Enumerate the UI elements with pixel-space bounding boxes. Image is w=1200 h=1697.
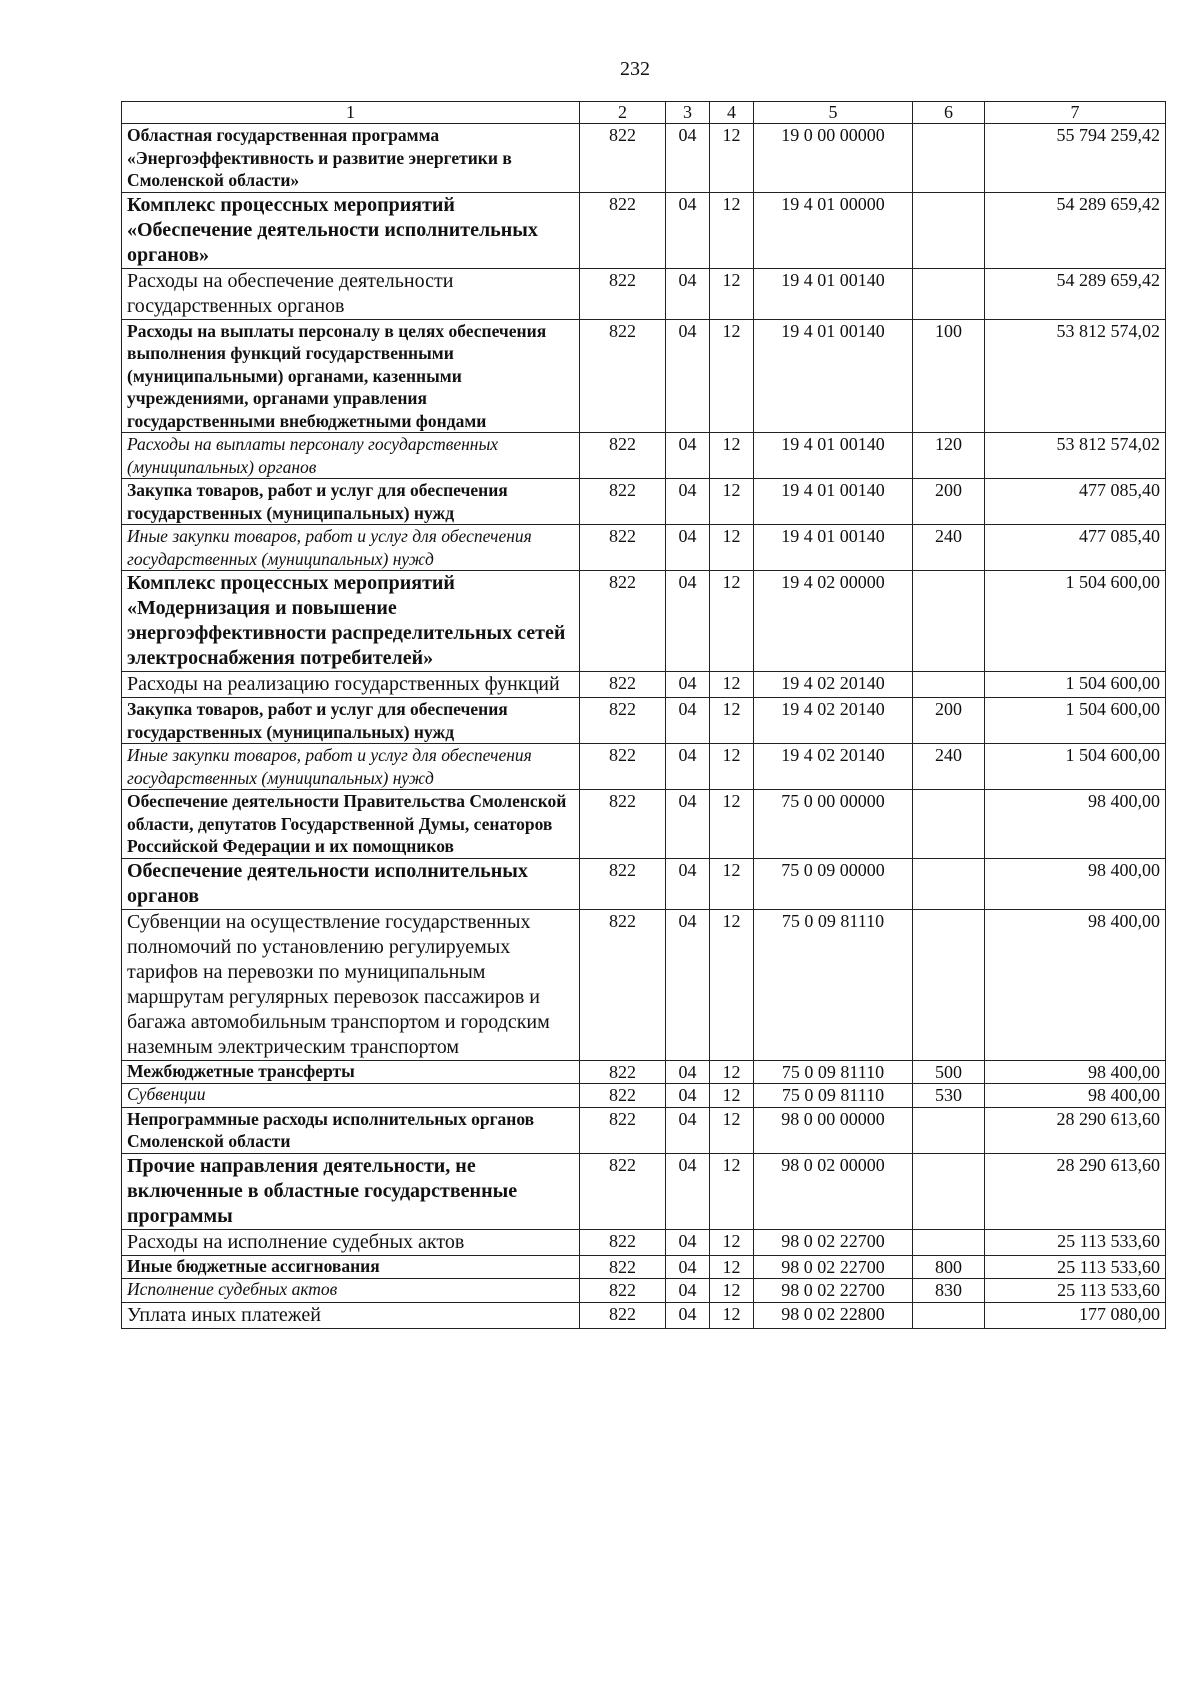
subsection-code-cell: 12 xyxy=(710,1084,754,1108)
section-code-cell: 04 xyxy=(666,698,710,744)
target-article-cell: 98 0 02 22800 xyxy=(754,1302,913,1328)
header-cell: 3 xyxy=(666,102,710,124)
target-article-cell: 98 0 02 22700 xyxy=(754,1229,913,1255)
section-code-cell: 04 xyxy=(666,525,710,571)
admin-code-cell: 822 xyxy=(580,571,666,672)
subsection-code-cell: 12 xyxy=(710,1060,754,1084)
admin-code-cell: 822 xyxy=(580,672,666,698)
subsection-code-cell: 12 xyxy=(710,1107,754,1153)
table-row xyxy=(122,1107,1166,1153)
subsection-code-cell: 12 xyxy=(710,433,754,479)
expense-type-cell xyxy=(913,1302,985,1328)
admin-code-cell: 822 xyxy=(580,1279,666,1303)
expense-type-cell xyxy=(913,790,985,859)
subsection-code-cell: 12 xyxy=(710,1255,754,1279)
admin-code-cell: 822 xyxy=(580,319,666,433)
header-cell: 2 xyxy=(580,102,666,124)
expense-type-cell xyxy=(913,672,985,698)
target-article-cell: 19 4 01 00140 xyxy=(754,525,913,571)
admin-code-cell: 822 xyxy=(580,1255,666,1279)
section-code-cell: 04 xyxy=(666,124,710,193)
row-name-cell: Комплекс процессных мероприятий «Обеспечение деятельности исполнительных органов» xyxy=(122,192,580,268)
target-article-cell: 19 4 01 00140 xyxy=(754,479,913,525)
row-name-cell: Расходы на обеспечение деятельности государственных органов xyxy=(122,268,580,319)
subsection-code-cell: 12 xyxy=(710,479,754,525)
target-article-cell: 75 0 00 00000 xyxy=(754,790,913,859)
table-header-row xyxy=(122,102,1166,124)
row-name-cell: Расходы на реализацию государственных функций xyxy=(122,672,580,698)
target-article-cell: 19 4 02 00000 xyxy=(754,571,913,672)
subsection-code-cell: 12 xyxy=(710,909,754,1060)
header-cell: 1 xyxy=(122,102,580,124)
section-code-cell: 04 xyxy=(666,1084,710,1108)
amount-cell: 28 290 613,60 xyxy=(985,1107,1166,1153)
subsection-code-cell: 12 xyxy=(710,672,754,698)
amount-cell: 25 113 533,60 xyxy=(985,1255,1166,1279)
admin-code-cell: 822 xyxy=(580,909,666,1060)
row-name-cell: Областная государственная программа «Энергоэффективность и развитие энергетики в Смоленской области» xyxy=(122,124,580,193)
amount-cell: 1 504 600,00 xyxy=(985,571,1166,672)
table-row xyxy=(122,909,1166,1060)
target-article-cell: 98 0 02 00000 xyxy=(754,1153,913,1229)
page-number: 232 xyxy=(620,58,650,80)
row-name-cell: Иные бюджетные ассигнования xyxy=(122,1255,580,1279)
subsection-code-cell: 12 xyxy=(710,124,754,193)
table-row xyxy=(122,1255,1166,1279)
expense-type-cell: 240 xyxy=(913,744,985,790)
row-name-cell: Закупка товаров, работ и услуг для обеспечения государственных (муниципальных) нужд xyxy=(122,698,580,744)
table-row xyxy=(122,479,1166,525)
row-name-cell: Межбюджетные трансферты xyxy=(122,1060,580,1084)
subsection-code-cell: 12 xyxy=(710,1279,754,1303)
target-article-cell: 19 4 01 00000 xyxy=(754,192,913,268)
amount-cell: 54 289 659,42 xyxy=(985,268,1166,319)
row-name-cell: Расходы на выплаты персоналу в целях обеспечения выполнения функций государственными (муниципальными) органами, казенными учреждениями, органами управления государственными внебюджетными фондами xyxy=(122,319,580,433)
table-row xyxy=(122,698,1166,744)
row-name-cell: Расходы на исполнение судебных актов xyxy=(122,1229,580,1255)
expense-type-cell xyxy=(913,124,985,193)
expense-type-cell xyxy=(913,1153,985,1229)
admin-code-cell: 822 xyxy=(580,479,666,525)
table-row xyxy=(122,319,1166,433)
row-name-cell: Субвенции на осуществление государственных полномочий по установлению регулируемых тарифов на перевозки по муниципальным маршрутам регулярных перевозок пассажиров и багажа автомобильным транспортом и городским наземным электрическим транспортом xyxy=(122,909,580,1060)
amount-cell: 53 812 574,02 xyxy=(985,433,1166,479)
expense-type-cell: 240 xyxy=(913,525,985,571)
expense-type-cell: 200 xyxy=(913,479,985,525)
target-article-cell: 75 0 09 81110 xyxy=(754,909,913,1060)
header-cell: 4 xyxy=(710,102,754,124)
expense-type-cell: 100 xyxy=(913,319,985,433)
row-name-cell: Прочие направления деятельности, не включенные в областные государственные программы xyxy=(122,1153,580,1229)
admin-code-cell: 822 xyxy=(580,433,666,479)
table-row xyxy=(122,192,1166,268)
section-code-cell: 04 xyxy=(666,479,710,525)
expense-type-cell xyxy=(913,571,985,672)
admin-code-cell: 822 xyxy=(580,1107,666,1153)
table-row xyxy=(122,744,1166,790)
admin-code-cell: 822 xyxy=(580,1084,666,1108)
section-code-cell: 04 xyxy=(666,672,710,698)
target-article-cell: 75 0 09 81110 xyxy=(754,1084,913,1108)
expense-type-cell: 200 xyxy=(913,698,985,744)
subsection-code-cell: 12 xyxy=(710,790,754,859)
amount-cell: 28 290 613,60 xyxy=(985,1153,1166,1229)
table-row xyxy=(122,1153,1166,1229)
table-row xyxy=(122,268,1166,319)
target-article-cell: 98 0 00 00000 xyxy=(754,1107,913,1153)
subsection-code-cell: 12 xyxy=(710,698,754,744)
row-name-cell: Обеспечение деятельности Правительства Смоленской области, депутатов Государственной Думы, сенаторов Российской Федерации и их помощников xyxy=(122,790,580,859)
row-name-cell: Иные закупки товаров, работ и услуг для обеспечения государственных (муниципальных) нужд xyxy=(122,744,580,790)
row-name-cell: Исполнение судебных актов xyxy=(122,1279,580,1303)
amount-cell: 54 289 659,42 xyxy=(985,192,1166,268)
table-row xyxy=(122,525,1166,571)
subsection-code-cell: 12 xyxy=(710,525,754,571)
section-code-cell: 04 xyxy=(666,433,710,479)
section-code-cell: 04 xyxy=(666,1060,710,1084)
admin-code-cell: 822 xyxy=(580,858,666,909)
section-code-cell: 04 xyxy=(666,571,710,672)
target-article-cell: 19 4 01 00140 xyxy=(754,319,913,433)
admin-code-cell: 822 xyxy=(580,1229,666,1255)
target-article-cell: 98 0 02 22700 xyxy=(754,1279,913,1303)
admin-code-cell: 822 xyxy=(580,192,666,268)
target-article-cell: 98 0 02 22700 xyxy=(754,1255,913,1279)
subsection-code-cell: 12 xyxy=(710,571,754,672)
target-article-cell: 19 4 01 00140 xyxy=(754,433,913,479)
expense-type-cell: 830 xyxy=(913,1279,985,1303)
subsection-code-cell: 12 xyxy=(710,744,754,790)
amount-cell: 98 400,00 xyxy=(985,909,1166,1060)
section-code-cell: 04 xyxy=(666,268,710,319)
table-row xyxy=(122,571,1166,672)
target-article-cell: 19 4 02 20140 xyxy=(754,672,913,698)
table-row xyxy=(122,124,1166,193)
amount-cell: 53 812 574,02 xyxy=(985,319,1166,433)
amount-cell: 1 504 600,00 xyxy=(985,698,1166,744)
amount-cell: 1 504 600,00 xyxy=(985,672,1166,698)
target-article-cell: 19 4 02 20140 xyxy=(754,744,913,790)
expense-type-cell xyxy=(913,858,985,909)
section-code-cell: 04 xyxy=(666,1153,710,1229)
table-row xyxy=(122,1229,1166,1255)
subsection-code-cell: 12 xyxy=(710,1302,754,1328)
section-code-cell: 04 xyxy=(666,1302,710,1328)
target-article-cell: 75 0 09 00000 xyxy=(754,858,913,909)
section-code-cell: 04 xyxy=(666,744,710,790)
row-name-cell: Иные закупки товаров, работ и услуг для обеспечения государственных (муниципальных) нужд xyxy=(122,525,580,571)
table-row xyxy=(122,1279,1166,1303)
target-article-cell: 19 0 00 00000 xyxy=(754,124,913,193)
admin-code-cell: 822 xyxy=(580,790,666,859)
table-row xyxy=(122,1060,1166,1084)
header-cell: 6 xyxy=(913,102,985,124)
admin-code-cell: 822 xyxy=(580,1153,666,1229)
amount-cell: 25 113 533,60 xyxy=(985,1229,1166,1255)
subsection-code-cell: 12 xyxy=(710,192,754,268)
header-cell: 7 xyxy=(985,102,1166,124)
amount-cell: 177 080,00 xyxy=(985,1302,1166,1328)
subsection-code-cell: 12 xyxy=(710,268,754,319)
subsection-code-cell: 12 xyxy=(710,1229,754,1255)
section-code-cell: 04 xyxy=(666,909,710,1060)
amount-cell: 55 794 259,42 xyxy=(985,124,1166,193)
row-name-cell: Расходы на выплаты персоналу государственных (муниципальных) органов xyxy=(122,433,580,479)
target-article-cell: 19 4 01 00140 xyxy=(754,268,913,319)
section-code-cell: 04 xyxy=(666,192,710,268)
header-cell: 5 xyxy=(754,102,913,124)
row-name-cell: Непрограммные расходы исполнительных органов Смоленской области xyxy=(122,1107,580,1153)
row-name-cell: Субвенции xyxy=(122,1084,580,1108)
row-name-cell: Уплата иных платежей xyxy=(122,1302,580,1328)
row-name-cell: Комплекс процессных мероприятий «Модернизация и повышение энергоэффективности распределительных сетей электроснабжения потребителей» xyxy=(122,571,580,672)
section-code-cell: 04 xyxy=(666,858,710,909)
expense-type-cell xyxy=(913,1107,985,1153)
expense-type-cell: 800 xyxy=(913,1255,985,1279)
section-code-cell: 04 xyxy=(666,1107,710,1153)
expense-type-cell: 500 xyxy=(913,1060,985,1084)
row-name-cell: Закупка товаров, работ и услуг для обеспечения государственных (муниципальных) нужд xyxy=(122,479,580,525)
expense-type-cell: 530 xyxy=(913,1084,985,1108)
expense-type-cell xyxy=(913,1229,985,1255)
admin-code-cell: 822 xyxy=(580,525,666,571)
admin-code-cell: 822 xyxy=(580,124,666,193)
row-name-cell: Обеспечение деятельности исполнительных органов xyxy=(122,858,580,909)
section-code-cell: 04 xyxy=(666,1279,710,1303)
table-row xyxy=(122,858,1166,909)
admin-code-cell: 822 xyxy=(580,744,666,790)
amount-cell: 98 400,00 xyxy=(985,1084,1166,1108)
budget-table xyxy=(121,101,1166,1329)
subsection-code-cell: 12 xyxy=(710,319,754,433)
expense-type-cell xyxy=(913,192,985,268)
expense-type-cell: 120 xyxy=(913,433,985,479)
subsection-code-cell: 12 xyxy=(710,858,754,909)
section-code-cell: 04 xyxy=(666,319,710,433)
amount-cell: 477 085,40 xyxy=(985,525,1166,571)
admin-code-cell: 822 xyxy=(580,268,666,319)
admin-code-cell: 822 xyxy=(580,1302,666,1328)
amount-cell: 477 085,40 xyxy=(985,479,1166,525)
table-row xyxy=(122,790,1166,859)
amount-cell: 25 113 533,60 xyxy=(985,1279,1166,1303)
section-code-cell: 04 xyxy=(666,790,710,859)
section-code-cell: 04 xyxy=(666,1255,710,1279)
admin-code-cell: 822 xyxy=(580,698,666,744)
subsection-code-cell: 12 xyxy=(710,1153,754,1229)
expense-type-cell xyxy=(913,268,985,319)
admin-code-cell: 822 xyxy=(580,1060,666,1084)
amount-cell: 98 400,00 xyxy=(985,858,1166,909)
target-article-cell: 19 4 02 20140 xyxy=(754,698,913,744)
expense-type-cell xyxy=(913,909,985,1060)
table-row xyxy=(122,433,1166,479)
amount-cell: 1 504 600,00 xyxy=(985,744,1166,790)
target-article-cell: 75 0 09 81110 xyxy=(754,1060,913,1084)
table-row xyxy=(122,672,1166,698)
table-row xyxy=(122,1302,1166,1328)
section-code-cell: 04 xyxy=(666,1229,710,1255)
amount-cell: 98 400,00 xyxy=(985,790,1166,859)
amount-cell: 98 400,00 xyxy=(985,1060,1166,1084)
table-row xyxy=(122,1084,1166,1108)
